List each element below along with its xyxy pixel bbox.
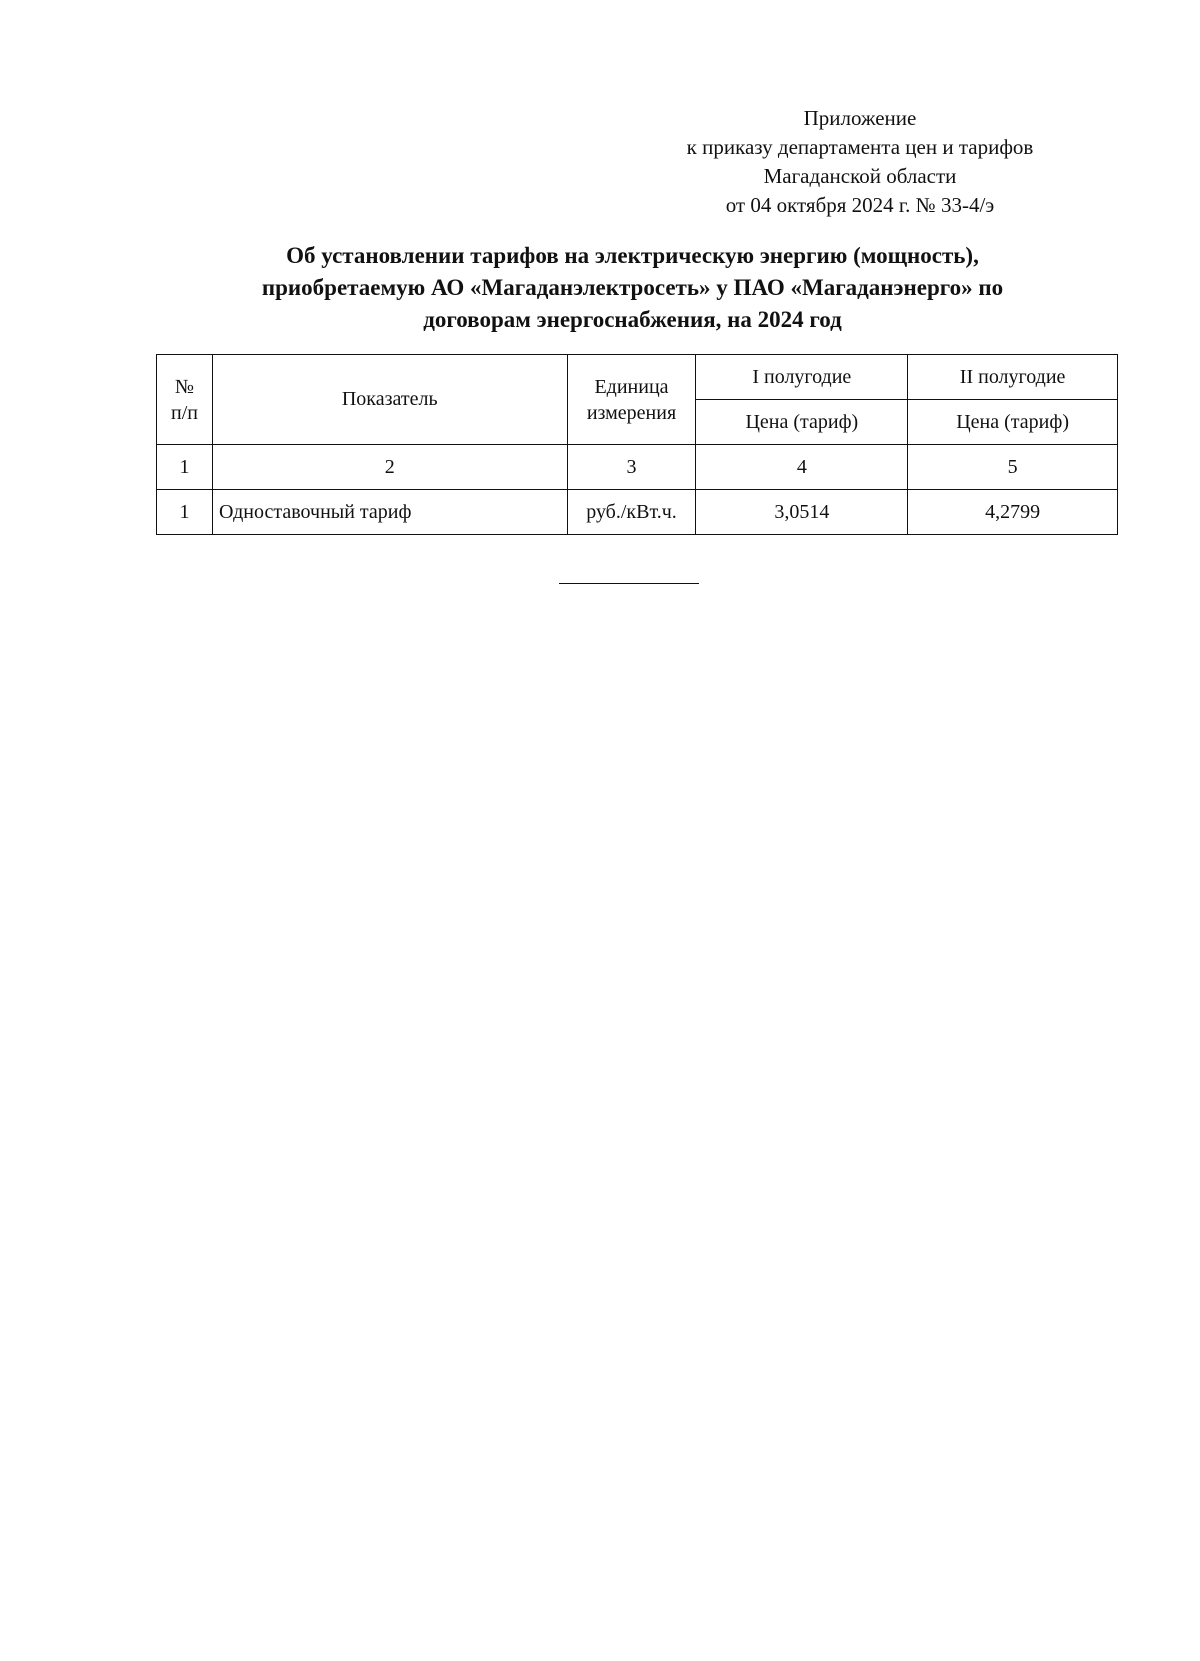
row-half2-price-cell: 4,2799: [908, 490, 1118, 535]
header-price2-cell: Цена (тариф): [908, 400, 1118, 445]
header-num-abbrev: п/п: [170, 401, 198, 424]
table-row: [157, 490, 1118, 535]
header-half2-cell: II полугодие: [908, 355, 1118, 400]
title-line-3: договорам энергоснабжения, на 2024 год: [423, 307, 842, 332]
header-half1-cell: I полугодие: [696, 355, 908, 400]
appendix-region: Магаданской области: [763, 164, 957, 188]
end-divider-line: [559, 583, 699, 584]
appendix-label: Приложение: [803, 106, 917, 130]
appendix-order-date: от 04 октября 2024 г. № 33-4/э: [725, 193, 995, 217]
row-num-cell: 1: [157, 490, 213, 535]
title-line-1: Об установлении тарифов на электрическую энергию (мощность),: [286, 243, 979, 268]
row-half1-price-cell: 3,0514: [696, 490, 908, 535]
header-indicator-cell: Показатель: [212, 355, 567, 445]
title-line-2: приобретаемую АО «Магаданэлектросеть» у ПАО «Магаданэнерго» по: [261, 275, 1004, 300]
column-number-cell: 1: [157, 445, 213, 490]
header-unit-line-2: измерения: [586, 401, 677, 424]
header-unit-line-1: Единица: [594, 375, 669, 398]
tariff-table: [156, 354, 1118, 535]
appendix-header: [640, 104, 1080, 220]
column-number-cell: 2: [212, 445, 567, 490]
column-number-cell: 4: [696, 445, 908, 490]
row-unit-cell: руб./кВт.ч.: [567, 490, 696, 535]
header-unit-cell: [567, 355, 696, 445]
appendix-order-ref: к приказу департамента цен и тарифов: [686, 135, 1034, 159]
column-number-cell: 3: [567, 445, 696, 490]
row-indicator-cell: Одноставочный тариф: [212, 490, 567, 535]
column-number-cell: 5: [908, 445, 1118, 490]
header-price1-cell: Цена (тариф): [696, 400, 908, 445]
document-title: [150, 240, 1115, 336]
table-header-row: [157, 355, 1118, 400]
header-num-symbol: №: [174, 375, 195, 398]
column-number-row: [157, 445, 1118, 490]
header-num-cell: [157, 355, 213, 445]
